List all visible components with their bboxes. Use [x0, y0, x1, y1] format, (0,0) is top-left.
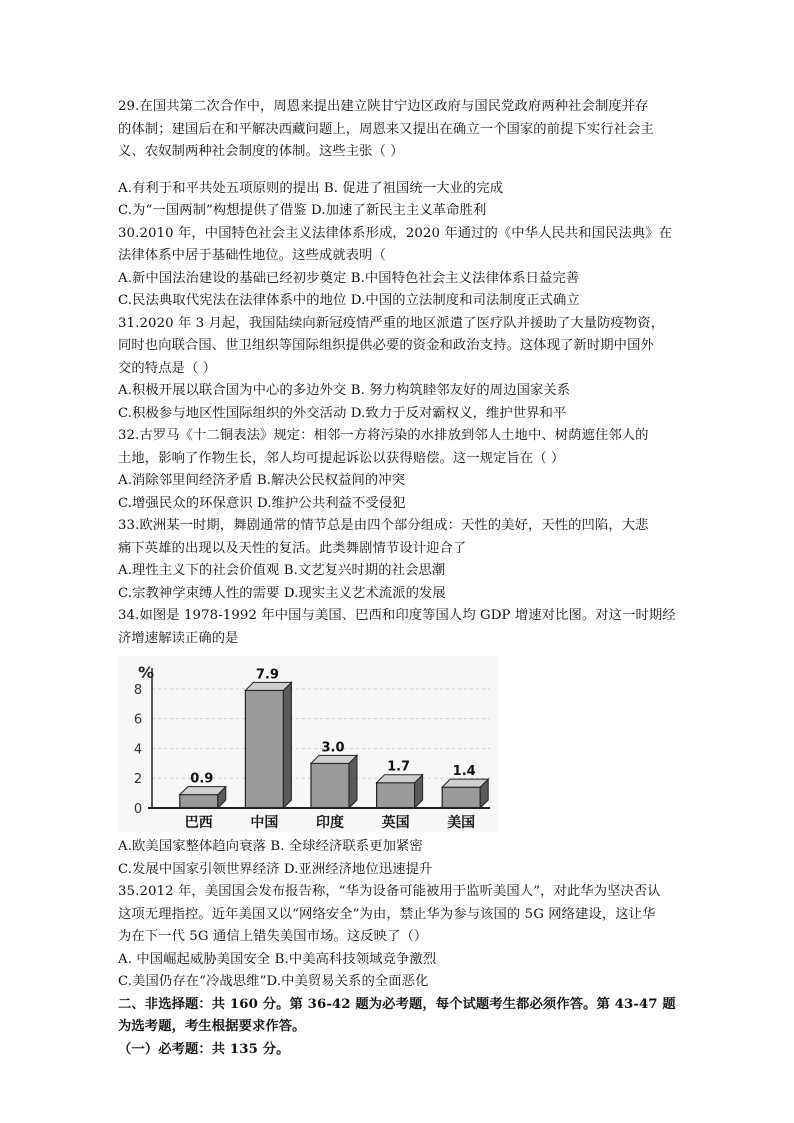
question-34: [118, 605, 684, 881]
question-text-line: 为在下一代 5G 通信上错失美国市场。这反映了（）: [118, 929, 428, 944]
bar: [377, 783, 415, 808]
question-text-line: 30.2010 年，中国特色社会主义法律体系形成，2020 年通过的《中华人民共和国民法典》在: [118, 225, 673, 241]
chart-svg: [118, 656, 498, 832]
options-line: A.欧美国家整体趋向衰落 B. 全球经济联系更加紧密: [118, 839, 423, 854]
y-tick-label: 8: [133, 682, 143, 698]
options-line: A.理性主义下的社会价值观 B.文艺复兴时期的社会思潮: [118, 563, 446, 578]
question-text-line: 31.2020 年 3 月起，我国陆续向新冠疫情严重的地区派遣了医疗队并援助了大量防疫物资，: [118, 315, 665, 331]
bar-top: [180, 787, 226, 795]
question-32: [118, 425, 684, 515]
question-text-line: 这项无理指控。近年美国又以“网络安全”为由，禁止华为参与该国的 5G 网络建设，这让华: [118, 906, 656, 922]
y-tick-label: 4: [133, 742, 143, 758]
question-30: [118, 223, 684, 313]
options-line: C.发展中国家引领世界经济 D.亚洲经济地位迅速提升: [118, 861, 433, 877]
y-tick-label: 2: [133, 772, 143, 788]
section-heading-line: 为选考题，考生根据要求作答。: [118, 1019, 306, 1034]
question-29: [118, 96, 684, 223]
options-line: C.积极参与地区性国际组织的外交活动 D.致力于反对霸权义，维护世界和平: [118, 405, 567, 421]
bar: [311, 763, 349, 808]
question-text-line: 同时也向联合国、世卫组织等国际组织提供必要的资金和政治支持。这体现了新时期中国外: [118, 338, 654, 353]
subsection-heading: （一）必考题：共 135 分。: [118, 1041, 290, 1057]
x-tick-label: 巴西: [184, 815, 213, 831]
section-heading-line: 二、非选择题：共 160 分。第 36-42 题为必考题，每个试题考生都必须作答。第 43-47 题: [118, 996, 676, 1012]
bar-value-label: 1.4: [452, 764, 476, 780]
bar: [245, 690, 283, 808]
question-text-line: 济增速解读正确的是: [118, 630, 239, 646]
options-line: C.美国仍存在“冷战思维”D.中美贸易关系的全面恶化: [118, 974, 429, 989]
bar-value-label: 0.9: [190, 771, 214, 787]
question-text-line: 35.2012 年，美国国会发布报告称，“华为设备可能被用于监听美国人”，对此华为坚决否认: [118, 884, 661, 899]
options-line: C.宗教神学束缚人性的需要 D.现实主义艺术流派的发展: [118, 585, 446, 601]
bar-top: [442, 779, 488, 787]
question-35: [118, 881, 684, 994]
options-line: C.为“一国两制”构想提供了借鉴 D.加速了新民主主义革命胜利: [118, 203, 487, 218]
bar-top: [377, 775, 423, 783]
options-line: A. 中国崛起威胁美国安全 B.中美高科技领域竞争激烈: [118, 951, 437, 967]
question-text-line: 的体制；建国后在和平解决西藏问题上，周恩来又提出在确立一个国家的前提下实行社会主: [118, 121, 654, 137]
bar-top: [311, 755, 357, 763]
options-line: A.有利于和平共处五项原则的提出 B. 促进了祖国统一大业的完成: [118, 180, 504, 196]
gdp-growth-bar-chart: [118, 656, 498, 832]
question-text-line: 法律体系中居于基础性地位。这些成就表明（: [118, 248, 386, 263]
question-33: [118, 515, 684, 605]
bar-side: [283, 682, 291, 808]
y-tick-label: 0: [133, 802, 143, 817]
y-tick-label: 6: [133, 712, 143, 728]
options-line: A.积极开展以联合国为中心的多边外交 B. 努力构筑睦邻友好的周边国家关系: [118, 383, 571, 398]
x-tick-label: 美国: [447, 815, 476, 831]
question-text-line: 交的特点是（ ）: [118, 360, 217, 376]
bar: [180, 795, 218, 808]
bar: [442, 787, 480, 808]
options-line: A.消除邻里间经济矛盾 B.解决公民权益间的冲突: [118, 473, 406, 488]
y-axis-label: %: [138, 663, 155, 682]
question-text-line: 34.如图是 1978-1992 年中国与美国、巴西和印度等国人均 GDP 增速对比图。对这一时期经: [118, 608, 676, 623]
question-text-line: 29.在国共第二次合作中，周恩来提出建立陕甘宁边区政府与国民党政府两种社会制度并存: [118, 99, 649, 114]
bar-value-label: 3.0: [321, 740, 345, 756]
options-line: A.新中国法治建设的基础已经初步奠定 B.中国特色社会主义法律体系日益完善: [118, 270, 580, 286]
question-text-line: 义、农奴制两种社会制度的体制。这些主张（ ）: [118, 144, 404, 159]
question-31: [118, 313, 684, 426]
question-text-line: 33.欧洲某一时期，舞剧通常的情节总是由四个部分组成：天性的美好，天性的凹陷，大悲: [118, 518, 649, 533]
bar-value-label: 7.9: [255, 667, 279, 683]
x-tick-label: 印度: [316, 815, 344, 831]
chart-background: [118, 656, 498, 832]
bar-side: [349, 755, 357, 808]
section-two: [118, 994, 684, 1062]
x-tick-label: 中国: [250, 815, 279, 831]
question-text-line: 32.古罗马《十二铜表法》规定：相邻一方将污染的水排放到邻人土地中、树荫遮住邻人的: [118, 428, 649, 443]
question-text-line: 痛下英雄的出现以及天性的复活。此类舞剧情节设计迎合了: [118, 540, 467, 556]
question-text-line: 土地，影响了作物生长，邻人均可提起诉讼以获得赔偿。这一规定旨在（ ）: [118, 450, 565, 466]
options-line: C.民法典取代宪法在法律体系中的地位 D.中国的立法制度和司法制度正式确立: [118, 293, 580, 308]
x-tick-label: 英国: [381, 815, 410, 831]
options-line: C.增强民众的环保意识 D.维护公共利益不受侵犯: [118, 495, 406, 511]
bar-top: [245, 682, 291, 690]
bar-value-label: 1.7: [387, 759, 411, 775]
exam-page: [118, 96, 684, 1061]
